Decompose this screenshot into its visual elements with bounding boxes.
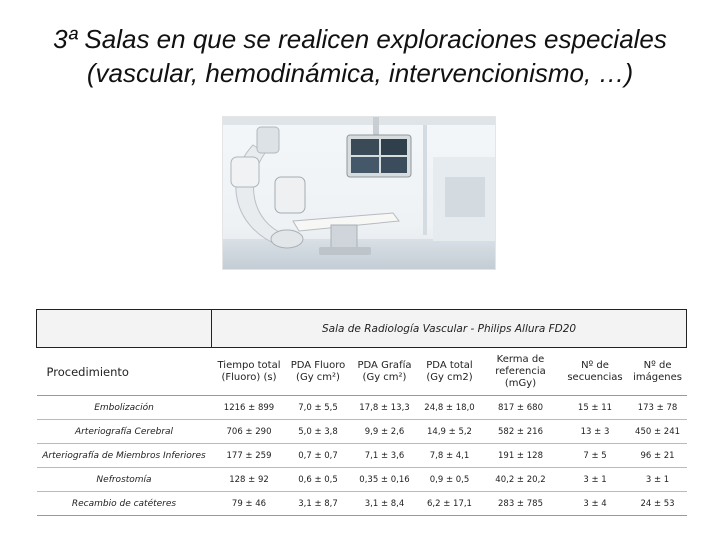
room-header-row	[37, 310, 687, 348]
table-cell: 14,9 ± 5,2	[420, 420, 480, 444]
table-cell: 1216 ± 899	[212, 396, 287, 420]
table-cell: 13 ± 3	[562, 420, 629, 444]
angiography-equipment-illustration	[223, 117, 496, 270]
table-cell: 817 ± 680	[480, 396, 562, 420]
table-cell: 15 ± 11	[562, 396, 629, 420]
table-cell: 7,1 ± 3,6	[350, 444, 420, 468]
room-header: Sala de Radiología Vascular - Philips Allura FD20	[212, 310, 687, 348]
column-header-row	[37, 348, 687, 396]
table-cell: 7 ± 5	[562, 444, 629, 468]
column-header-secuencias: Nº de secuencias	[562, 348, 629, 396]
slide-title	[20, 22, 700, 90]
column-header-pda-total: PDA total (Gy cm2)	[420, 348, 480, 396]
column-header-tiempo-total: Tiempo total (Fluoro) (s)	[212, 348, 287, 396]
procedure-name: Embolización	[37, 396, 212, 420]
table-cell: 3 ± 1	[629, 468, 687, 492]
table-cell: 0,6 ± 0,5	[287, 468, 350, 492]
table-row	[37, 420, 687, 444]
table-row	[37, 444, 687, 468]
table-cell: 7,8 ± 4,1	[420, 444, 480, 468]
table-cell: 0,9 ± 0,5	[420, 468, 480, 492]
column-header-imagenes: Nº de imágenes	[629, 348, 687, 396]
column-header-procedimiento: Procedimiento	[37, 348, 212, 396]
table-cell: 173 ± 78	[629, 396, 687, 420]
table-row	[37, 468, 687, 492]
table-cell: 96 ± 21	[629, 444, 687, 468]
table-cell: 6,2 ± 17,1	[420, 492, 480, 516]
column-header-pda-fluoro: PDA Fluoro (Gy cm²)	[287, 348, 350, 396]
table-cell: 0,35 ± 0,16	[350, 468, 420, 492]
dose-table	[36, 309, 687, 516]
dose-table-container	[36, 309, 686, 516]
table-cell: 3 ± 4	[562, 492, 629, 516]
table-cell: 79 ± 46	[212, 492, 287, 516]
table-cell: 582 ± 216	[480, 420, 562, 444]
procedure-name: Nefrostomía	[37, 468, 212, 492]
table-cell: 3 ± 1	[562, 468, 629, 492]
procedure-name: Arteriografía de Miembros Inferiores	[37, 444, 212, 468]
table-cell: 450 ± 241	[629, 420, 687, 444]
column-header-pda-grafia: PDA Grafía (Gy cm²)	[350, 348, 420, 396]
table-cell: 191 ± 128	[480, 444, 562, 468]
table-cell: 283 ± 785	[480, 492, 562, 516]
table-cell: 7,0 ± 5,5	[287, 396, 350, 420]
table-row	[37, 492, 687, 516]
table-cell: 24,8 ± 18,0	[420, 396, 480, 420]
table-cell: 5,0 ± 3,8	[287, 420, 350, 444]
table-cell: 17,8 ± 13,3	[350, 396, 420, 420]
table-cell: 3,1 ± 8,7	[287, 492, 350, 516]
header-blank-cell	[37, 310, 212, 348]
procedure-name: Recambio de catéteres	[37, 492, 212, 516]
table-cell: 177 ± 259	[212, 444, 287, 468]
table-cell: 40,2 ± 20,2	[480, 468, 562, 492]
table-cell: 128 ± 92	[212, 468, 287, 492]
table-cell: 9,9 ± 2,6	[350, 420, 420, 444]
table-cell: 3,1 ± 8,4	[350, 492, 420, 516]
title-line-1: 3ª Salas en que se realicen exploraciones especiales	[53, 24, 667, 54]
column-header-kerma: Kerma de referencia (mGy)	[480, 348, 562, 396]
title-line-2: (vascular, hemodinámica, intervencionismo, …)	[86, 58, 634, 88]
angiography-room-photo	[222, 116, 496, 270]
table-cell: 706 ± 290	[212, 420, 287, 444]
table-cell: 0,7 ± 0,7	[287, 444, 350, 468]
table-cell: 24 ± 53	[629, 492, 687, 516]
table-row	[37, 396, 687, 420]
procedure-name: Arteriografía Cerebral	[37, 420, 212, 444]
